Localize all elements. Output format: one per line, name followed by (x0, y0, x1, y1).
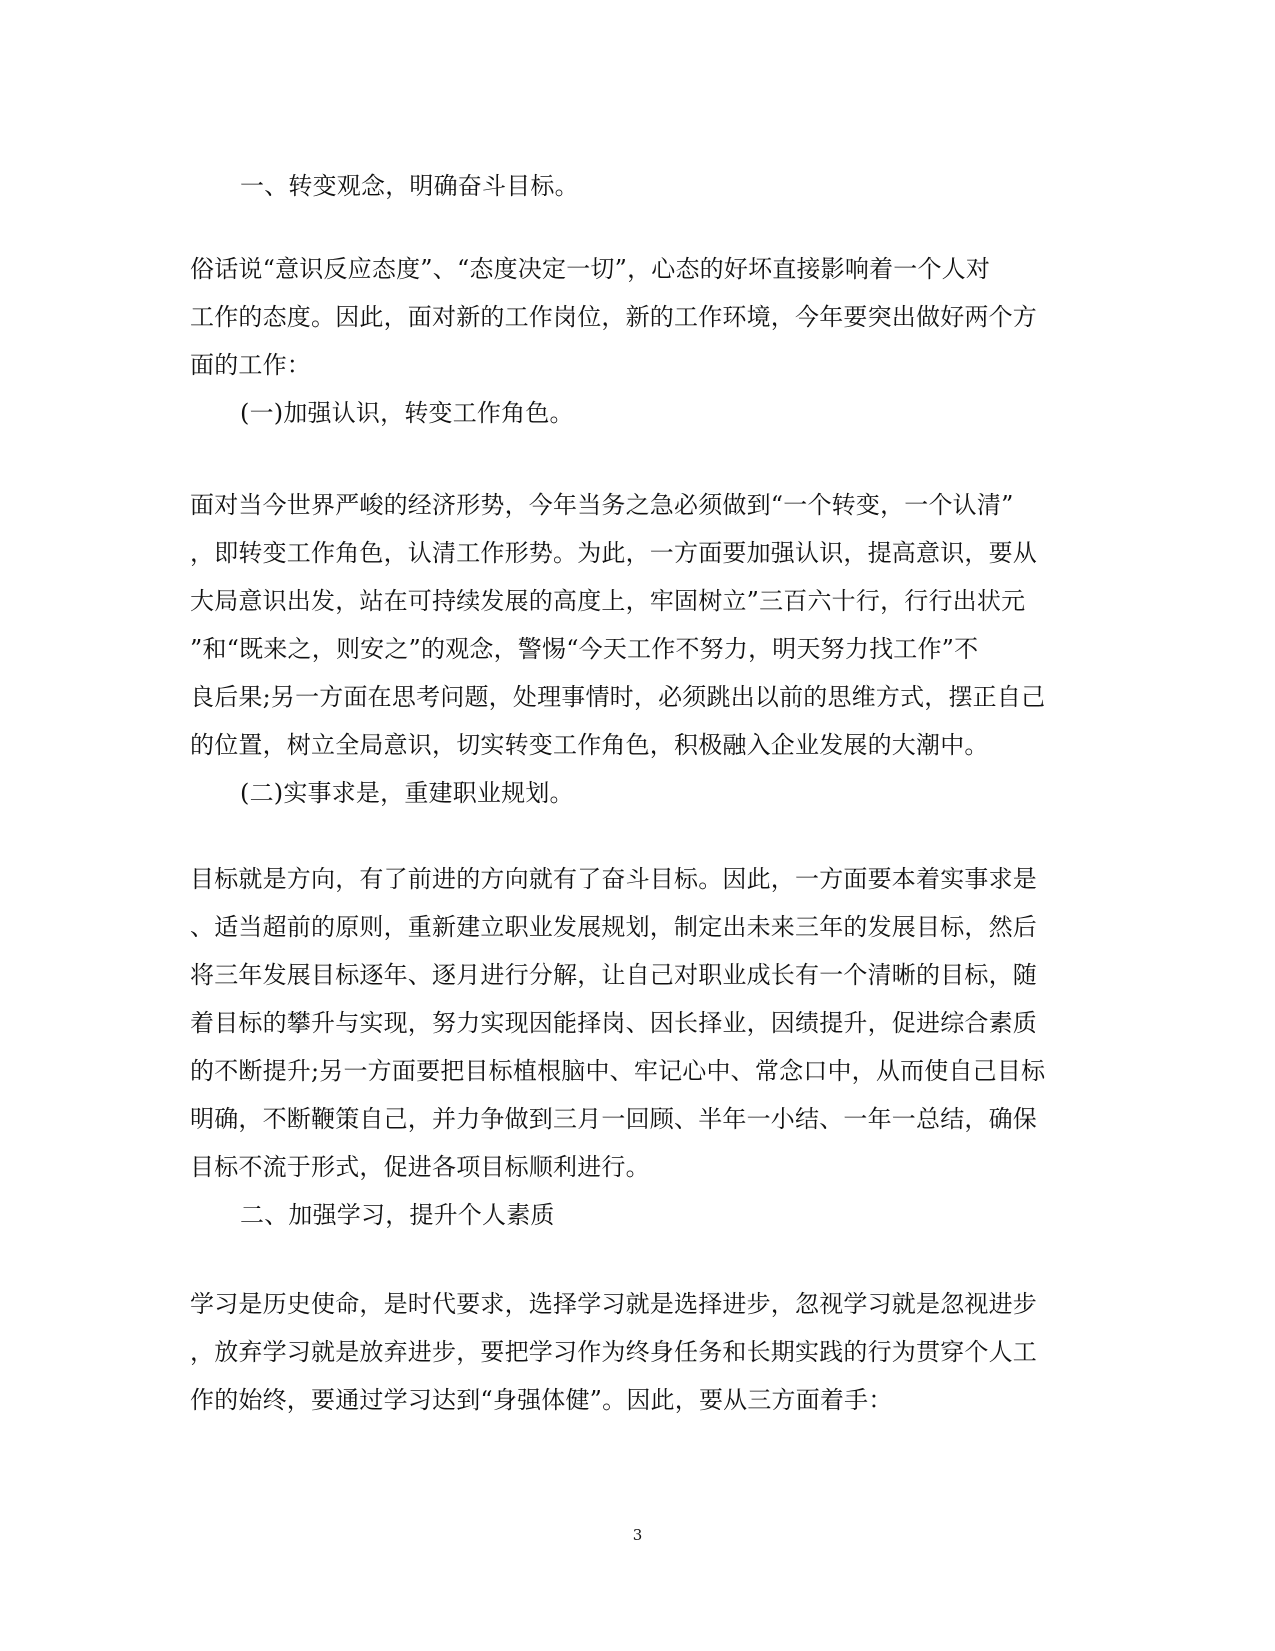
paragraph-line: 的不断提升;另一方面要把目标植根脑中、牢记心中、常念口中，从而使自己目标 (190, 1057, 1046, 1085)
page-number: 3 (632, 1526, 643, 1544)
paragraph-line: 工作的态度。因此，面对新的工作岗位，新的工作环境，今年要突出做好两个方 (190, 303, 1037, 331)
paragraph-line: 、适当超前的原则，重新建立职业发展规划，制定出未来三年的发展目标，然后 (190, 913, 1037, 941)
section-heading-1: 一、转变观念，明确奋斗目标。 (240, 172, 579, 200)
paragraph-line: 的位置，树立全局意识，切实转变工作角色，积极融入企业发展的大潮中。 (190, 731, 989, 759)
paragraph-line: 作的始终，要通过学习达到“身强体健”。因此，要从三方面着手： (190, 1386, 893, 1414)
section-heading-2: 二、加强学习，提升个人素质 (240, 1201, 555, 1229)
paragraph-line: 俗话说“意识反应态度”、“态度决定一切”，心态的好坏直接影响着一个人对 (190, 255, 991, 283)
paragraph-line: ，放弃学习就是放弃进步，要把学习作为终身任务和长期实践的行为贯穿个人工 (190, 1338, 1037, 1366)
subsection-heading-2: (二)实事求是，重建职业规划。 (240, 779, 574, 807)
paragraph-line: 良后果;另一方面在思考问题，处理事情时，必须跳出以前的思维方式，摆正自己 (190, 683, 1046, 711)
paragraph-line: 将三年发展目标逐年、逐月进行分解，让自己对职业成长有一个清晰的目标，随 (190, 961, 1037, 989)
paragraph-line: 目标就是方向，有了前进的方向就有了奋斗目标。因此，一方面要本着实事求是 (190, 865, 1037, 893)
paragraph-line: ”和“既来之，则安之”的观念，警惕“今天工作不努力，明天努力找工作”不 (190, 635, 979, 663)
paragraph-line: 着目标的攀升与实现，努力实现因能择岗、因长择业，因绩提升，促进综合素质 (190, 1009, 1037, 1037)
paragraph-line: 面的工作： (190, 351, 311, 379)
paragraph-line: 大局意识出发，站在可持续发展的高度上，牢固树立”三百六十行，行行出状元 (190, 587, 1026, 615)
paragraph-line: ，即转变工作角色，认清工作形势。为此，一方面要加强认识，提高意识，要从 (190, 539, 1037, 567)
paragraph-line: 学习是历史使命，是时代要求，选择学习就是选择进步，忽视学习就是忽视进步 (190, 1290, 1037, 1318)
paragraph-line: 目标不流于形式，促进各项目标顺利进行。 (190, 1153, 650, 1181)
paragraph-line: 面对当今世界严峻的经济形势，今年当务之急必须做到“一个转变，一个认清” (190, 491, 1014, 519)
subsection-heading-1: (一)加强认识，转变工作角色。 (240, 399, 574, 427)
paragraph-line: 明确，不断鞭策自己，并力争做到三月一回顾、半年一小结、一年一总结，确保 (190, 1105, 1037, 1133)
